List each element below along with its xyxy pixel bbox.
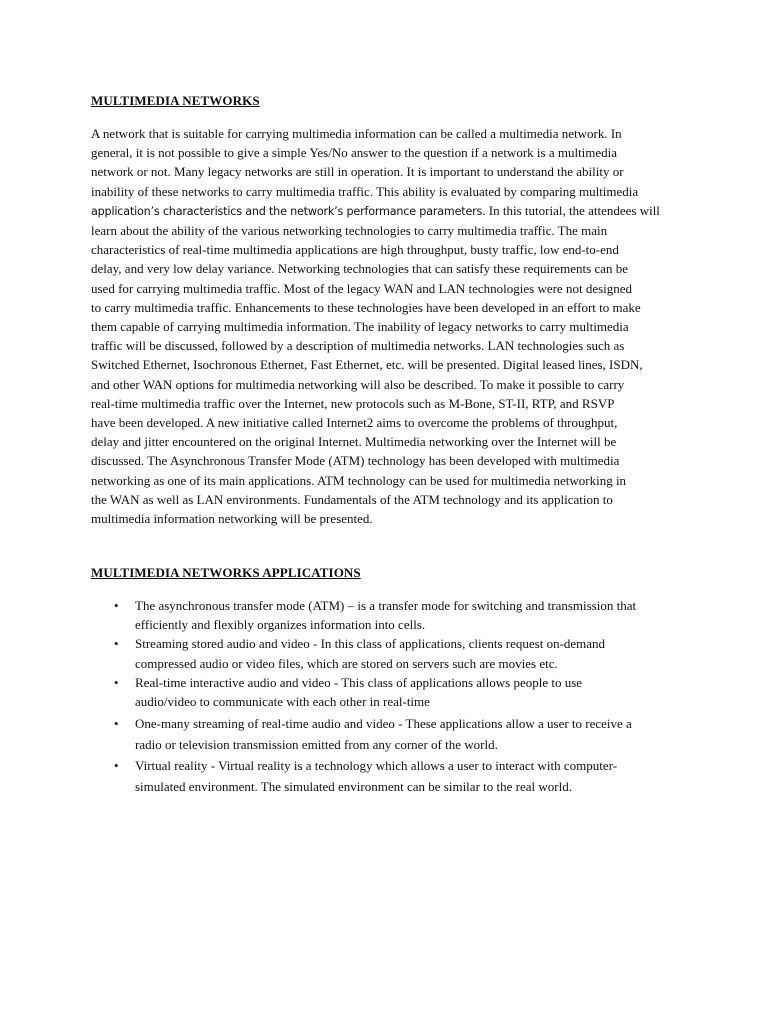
paragraph-line-serif-part: In this tutorial, the attendees will xyxy=(485,202,660,218)
bullet-icon: • xyxy=(114,674,119,690)
list-item-streaming-stored xyxy=(91,634,681,672)
paragraph-line: discussed. The Asynchronous Transfer Mode (ATM) technology has been developed with multimedia xyxy=(91,453,620,469)
paragraph-line: characteristics of real-time multimedia applications are high throughput, busty traffic, low end-to-end xyxy=(91,242,619,258)
paragraph-line: to carry multimedia traffic. Enhancements to these technologies have been developed in an effort to make xyxy=(91,299,641,315)
intro-paragraph xyxy=(91,124,681,528)
paragraph-line: them capable of carrying multimedia information. The inability of legacy networks to carry multimedia xyxy=(91,319,629,335)
paragraph-line: general, it is not possible to give a simple Yes/No answer to the question if a network is a multimedia xyxy=(91,145,618,161)
list-item-atm xyxy=(91,596,681,634)
paragraph-line: networking as one of its main applications. ATM technology can be used for multimedia networking in xyxy=(91,472,627,488)
paragraph-line: and other WAN options for multimedia networking will also be described. To make it possible to carry xyxy=(91,376,625,392)
paragraph-line: have been developed. A new initiative called Internet2 aims to overcome the problems of throughput, xyxy=(91,415,618,431)
list-item-text: Real-time interactive audio and video - This class of applications allows people to use xyxy=(135,674,583,690)
paragraph-line: A network that is suitable for carrying multimedia information can be called a multimedia network. In xyxy=(91,126,622,141)
list-item-text: The asynchronous transfer mode (ATM) – is a transfer mode for switching and transmission that xyxy=(135,598,637,613)
applications-list xyxy=(91,596,681,797)
paragraph-line: real-time multimedia traffic over the Internet, new protocols such as M-Bone, ST-II, RTP, and RSVP xyxy=(91,395,615,411)
list-item-text: efficiently and flexibly organizes information into cells. xyxy=(135,617,426,633)
paragraph-line: the WAN as well as LAN environments. Fundamentals of the ATM technology and its application to xyxy=(91,491,613,507)
paragraph-line: learn about the ability of the various networking technologies to carry multimedia traffic. The main xyxy=(91,223,608,239)
list-item-text: One-many streaming of real-time audio and video - These applications allow a user to receive a xyxy=(135,716,632,732)
list-item-text: compressed audio or video files, which are stored on servers such are movies etc. xyxy=(135,655,558,671)
list-item-virtual-reality xyxy=(91,756,681,797)
paragraph-line: multimedia information networking will be presented. xyxy=(91,511,373,527)
paragraph-line: delay and jitter encountered on the original Internet. Multimedia networking over the Internet will be xyxy=(91,434,617,450)
section-heading-multimedia-networks: MULTIMEDIA NETWORKS xyxy=(91,93,260,108)
list-item-real-time-interactive xyxy=(91,673,681,711)
bullet-icon: • xyxy=(114,598,119,613)
paragraph-line: inability of these networks to carry multimedia traffic. This ability is evaluated by comparing multimedia xyxy=(91,183,639,199)
bullet-icon: • xyxy=(114,636,119,652)
paragraph-line: traffic will be discussed, followed by a description of multimedia networks. LAN technologies such as xyxy=(91,338,625,354)
paragraph-line: network or not. Many legacy networks are still in operation. It is important to understand the ability or xyxy=(91,164,624,180)
paragraph-line: used for carrying multimedia traffic. Most of the legacy WAN and LAN technologies were not designed xyxy=(91,280,633,296)
paragraph-line-mixed xyxy=(91,201,681,221)
paragraph-line: delay, and very low delay variance. Networking technologies that can satisfy these requirements can be xyxy=(91,261,629,277)
bullet-icon: • xyxy=(114,716,119,732)
list-item-text: audio/video to communicate with each other in real-time xyxy=(135,694,430,710)
paragraph-line: Switched Ethernet, Isochronous Ethernet, Fast Ethernet, etc. will be presented. Digital leased lines, ISDN, xyxy=(91,357,643,373)
list-item-one-many-streaming xyxy=(91,714,681,755)
list-item-text: Virtual reality - Virtual reality is a technology which allows a user to interact with computer- xyxy=(135,758,618,774)
paragraph-line-sans-part: application’s characteristics and the network’s performance parameters. xyxy=(91,204,486,218)
section-heading-applications: MULTIMEDIA NETWORKS APPLICATIONS xyxy=(91,565,361,580)
list-item-text: Streaming stored audio and video - In this class of applications, clients request on-demand xyxy=(135,636,606,652)
list-item-text: simulated environment. The simulated environment can be similar to the real world. xyxy=(135,778,572,794)
bullet-icon: • xyxy=(114,758,119,774)
list-item-text: radio or television transmission emitted from any corner of the world. xyxy=(135,736,498,752)
